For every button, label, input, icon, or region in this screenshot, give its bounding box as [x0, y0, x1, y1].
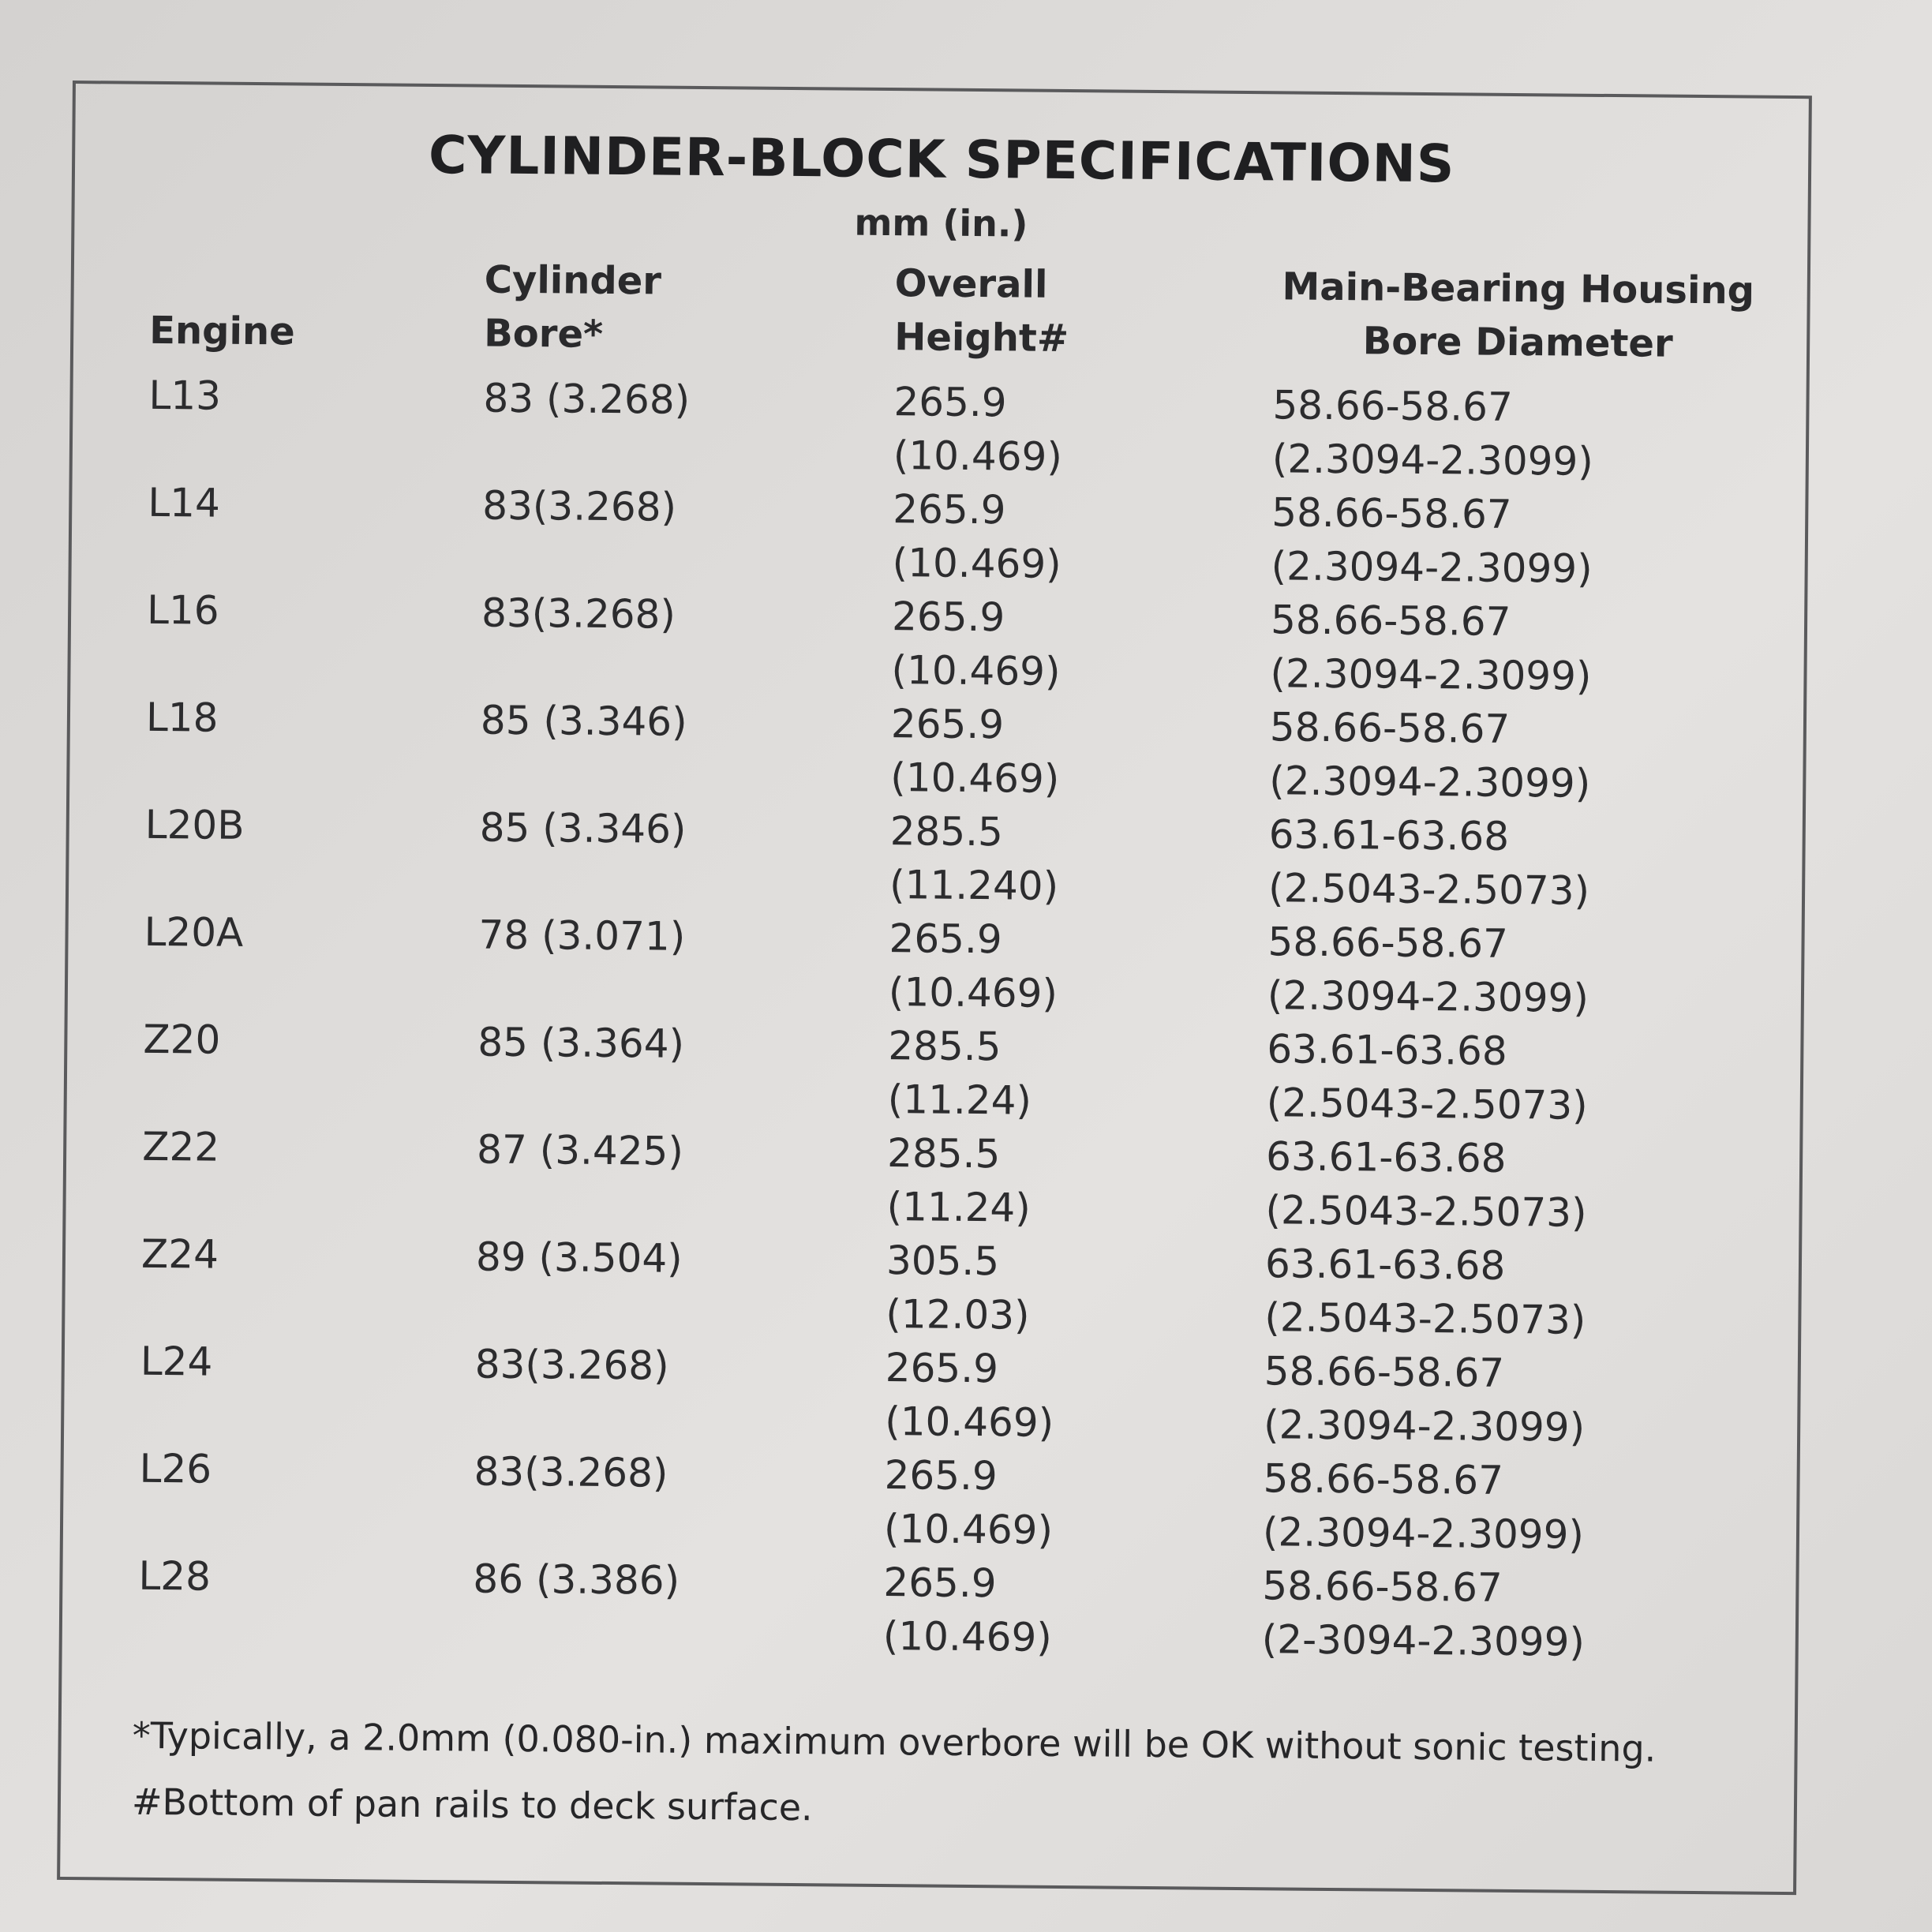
table-row [71, 475, 1805, 597]
header-main-line1: Main-Bearing Housing [1282, 264, 1755, 313]
height-mm-value: 265.9 [889, 915, 1002, 963]
header-cylinder-bore [484, 253, 661, 362]
main-mm-value: 58.66-58.67 [1264, 1348, 1505, 1396]
height-in-value: (10.469) [891, 647, 1061, 695]
table-row [69, 797, 1803, 919]
bore-value: 85 (3.364) [477, 1019, 685, 1067]
cell-main-bearing [1264, 1237, 1586, 1347]
cell-engine [146, 691, 219, 745]
cell-engine [148, 476, 220, 530]
engine-name: Z24 [140, 1230, 219, 1278]
cell-engine [144, 905, 243, 960]
height-in-value: (10.469) [890, 754, 1060, 802]
main-mm-value: 58.66-58.67 [1270, 597, 1511, 645]
footnotes [132, 1702, 1657, 1848]
cell-main-bearing [1265, 1129, 1587, 1240]
engine-name: L13 [148, 372, 222, 419]
height-mm-value: 265.9 [893, 486, 1006, 534]
height-in-value: (10.469) [883, 1506, 1054, 1553]
height-in-value: (11.24) [886, 1184, 1031, 1231]
height-in-value: (10.469) [884, 1398, 1054, 1446]
cell-main-bearing [1271, 485, 1593, 596]
header-main-line2: Bore Diameter [1362, 319, 1673, 366]
cell-engine [142, 1120, 219, 1174]
table-row [68, 904, 1802, 1027]
cell-main-bearing [1269, 700, 1591, 811]
table-body [73, 368, 1807, 1665]
bore-value: 86 (3.386) [473, 1556, 680, 1604]
cell-main-bearing [1263, 1451, 1585, 1562]
height-mm-value: 265.9 [883, 1559, 997, 1607]
cell-cylinder-bore [475, 1338, 669, 1393]
height-mm-value: 285.5 [888, 1023, 1002, 1070]
header-bore-line1: Cylinder [484, 257, 662, 304]
cell-cylinder-bore [474, 1445, 668, 1500]
height-mm-value: 265.9 [891, 593, 1005, 641]
main-in-value: (2.5043-2.5073) [1267, 865, 1590, 914]
cell-main-bearing [1262, 1559, 1586, 1669]
main-in-value: (2.3094-2.3099) [1269, 758, 1591, 807]
table-units: mm (in.) [854, 200, 1028, 245]
engine-name: L14 [148, 479, 221, 526]
height-in-value: (11.24) [887, 1076, 1032, 1124]
main-in-value: (2.3094-2.3099) [1262, 1509, 1585, 1558]
table-row [69, 690, 1803, 812]
bore-value: 87 (3.425) [476, 1126, 684, 1174]
cell-overall-height [889, 804, 1059, 913]
cell-overall-height [883, 1556, 1053, 1664]
table-row [62, 1548, 1796, 1671]
cell-cylinder-bore [483, 372, 690, 427]
cell-overall-height [887, 1019, 1032, 1128]
main-mm-value: 58.66-58.67 [1267, 919, 1509, 967]
engine-name: L16 [146, 586, 219, 634]
height-mm-value: 265.9 [890, 701, 1005, 748]
cell-main-bearing [1267, 915, 1589, 1025]
cell-overall-height [891, 590, 1061, 698]
table-row [64, 1334, 1798, 1456]
main-mm-value: 63.61-63.68 [1265, 1133, 1507, 1181]
main-mm-value: 63.61-63.68 [1264, 1241, 1506, 1289]
spec-table-box [57, 80, 1812, 1895]
cell-main-bearing [1266, 1022, 1588, 1133]
cell-main-bearing [1272, 378, 1594, 489]
main-in-value: (2-3094-2.3099) [1261, 1616, 1586, 1665]
height-mm-value: 265.9 [884, 1452, 998, 1500]
bore-value: 85 (3.346) [479, 804, 687, 852]
cell-overall-height [884, 1448, 1054, 1557]
engine-name: L28 [138, 1552, 212, 1600]
cell-engine [138, 1549, 211, 1604]
footnote-height: #Bottom of pan rails to deck surface. [131, 1780, 813, 1829]
bore-value: 83(3.268) [481, 590, 676, 638]
header-height-line2: Height# [893, 315, 1069, 361]
bore-value: 83 (3.268) [483, 375, 691, 423]
main-in-value: (2.3094-2.3099) [1270, 650, 1592, 699]
cell-engine [141, 1227, 219, 1282]
bore-value: 85 (3.346) [480, 697, 687, 745]
engine-name: L18 [145, 694, 219, 741]
main-mm-value: 58.66-58.67 [1269, 704, 1511, 752]
footnote-overbore: *Typically, a 2.0mm (0.080-in.) maximum overbore will be OK without sonic testing. [132, 1713, 1657, 1770]
main-mm-value: 58.66-58.67 [1272, 382, 1514, 430]
cell-engine [148, 369, 221, 423]
cell-overall-height [885, 1341, 1054, 1450]
header-engine-label: Engine [148, 308, 295, 354]
table-row [70, 582, 1804, 705]
main-in-value: (2.3094-2.3099) [1267, 972, 1589, 1021]
engine-name: Z20 [143, 1016, 221, 1063]
cell-overall-height [890, 697, 1060, 806]
main-in-value: (2.5043-2.5073) [1264, 1294, 1586, 1343]
engine-name: L26 [139, 1445, 212, 1492]
bore-value: 89 (3.504) [475, 1234, 683, 1282]
main-in-value: (2.5043-2.5073) [1265, 1187, 1587, 1236]
main-mm-value: 63.61-63.68 [1268, 811, 1510, 859]
cell-main-bearing [1264, 1344, 1586, 1455]
height-mm-value: 305.5 [886, 1237, 1000, 1285]
engine-name: Z22 [141, 1123, 220, 1170]
engine-name: L24 [140, 1338, 213, 1385]
table-row [67, 1012, 1801, 1134]
cell-cylinder-bore [473, 1552, 680, 1608]
cell-overall-height [886, 1126, 1031, 1235]
height-mm-value: 265.9 [893, 379, 1007, 426]
main-mm-value: 63.61-63.68 [1267, 1026, 1507, 1074]
height-in-value: (11.240) [889, 862, 1059, 909]
height-in-value: (10.469) [882, 1613, 1053, 1661]
cell-engine [139, 1442, 212, 1496]
table-row [63, 1441, 1797, 1563]
header-engine [149, 304, 295, 359]
cell-overall-height [893, 375, 1063, 484]
height-in-value: (10.469) [888, 969, 1058, 1017]
engine-name: L20A [144, 908, 244, 956]
cell-engine [140, 1335, 213, 1389]
cell-main-bearing [1268, 807, 1590, 918]
header-main-bearing [1273, 260, 1763, 371]
height-mm-value: 265.9 [885, 1345, 999, 1392]
cell-overall-height [886, 1234, 1030, 1342]
bore-value: 83(3.268) [474, 1448, 668, 1496]
table-row [65, 1226, 1799, 1349]
main-in-value: (2.3094-2.3099) [1271, 436, 1594, 485]
header-overall-height [894, 256, 1069, 365]
main-mm-value: 58.66-58.67 [1271, 489, 1512, 537]
height-in-value: (10.469) [892, 540, 1061, 587]
main-in-value: (2.3094-2.3099) [1271, 543, 1593, 592]
engine-name: L20B [144, 801, 245, 848]
bore-value: 83(3.268) [474, 1341, 669, 1389]
cell-engine [147, 583, 219, 638]
bore-value: 78 (3.071) [478, 912, 686, 960]
cell-engine [144, 798, 244, 852]
header-bore-line2: Bore* [483, 311, 604, 357]
height-in-value: (12.03) [886, 1291, 1030, 1339]
cell-engine [143, 1013, 220, 1067]
main-in-value: (2.3094-2.3099) [1263, 1402, 1586, 1451]
bore-value: 83(3.268) [482, 482, 677, 530]
cell-cylinder-bore [478, 908, 685, 964]
cell-overall-height [892, 482, 1061, 591]
table-title: CYLINDER-BLOCK SPECIFICATIONS [428, 124, 1455, 195]
height-in-value: (10.469) [893, 432, 1063, 480]
main-mm-value: 58.66-58.67 [1263, 1455, 1504, 1503]
height-mm-value: 285.5 [889, 808, 1004, 856]
cell-cylinder-bore [481, 586, 676, 642]
cell-cylinder-bore [476, 1230, 683, 1286]
cell-cylinder-bore [477, 1123, 683, 1178]
cell-main-bearing [1270, 593, 1592, 703]
cell-cylinder-bore [481, 694, 687, 749]
cell-cylinder-bore [479, 801, 686, 856]
cell-cylinder-bore [477, 1016, 684, 1071]
header-height-line1: Overall [894, 261, 1048, 307]
cell-cylinder-bore [482, 479, 676, 534]
table-row [73, 368, 1807, 490]
table-row [66, 1119, 1799, 1241]
height-mm-value: 285.5 [886, 1130, 1001, 1178]
main-mm-value: 58.66-58.67 [1262, 1563, 1503, 1611]
main-in-value: (2.5043-2.5073) [1266, 1080, 1588, 1129]
cell-overall-height [889, 912, 1058, 1020]
